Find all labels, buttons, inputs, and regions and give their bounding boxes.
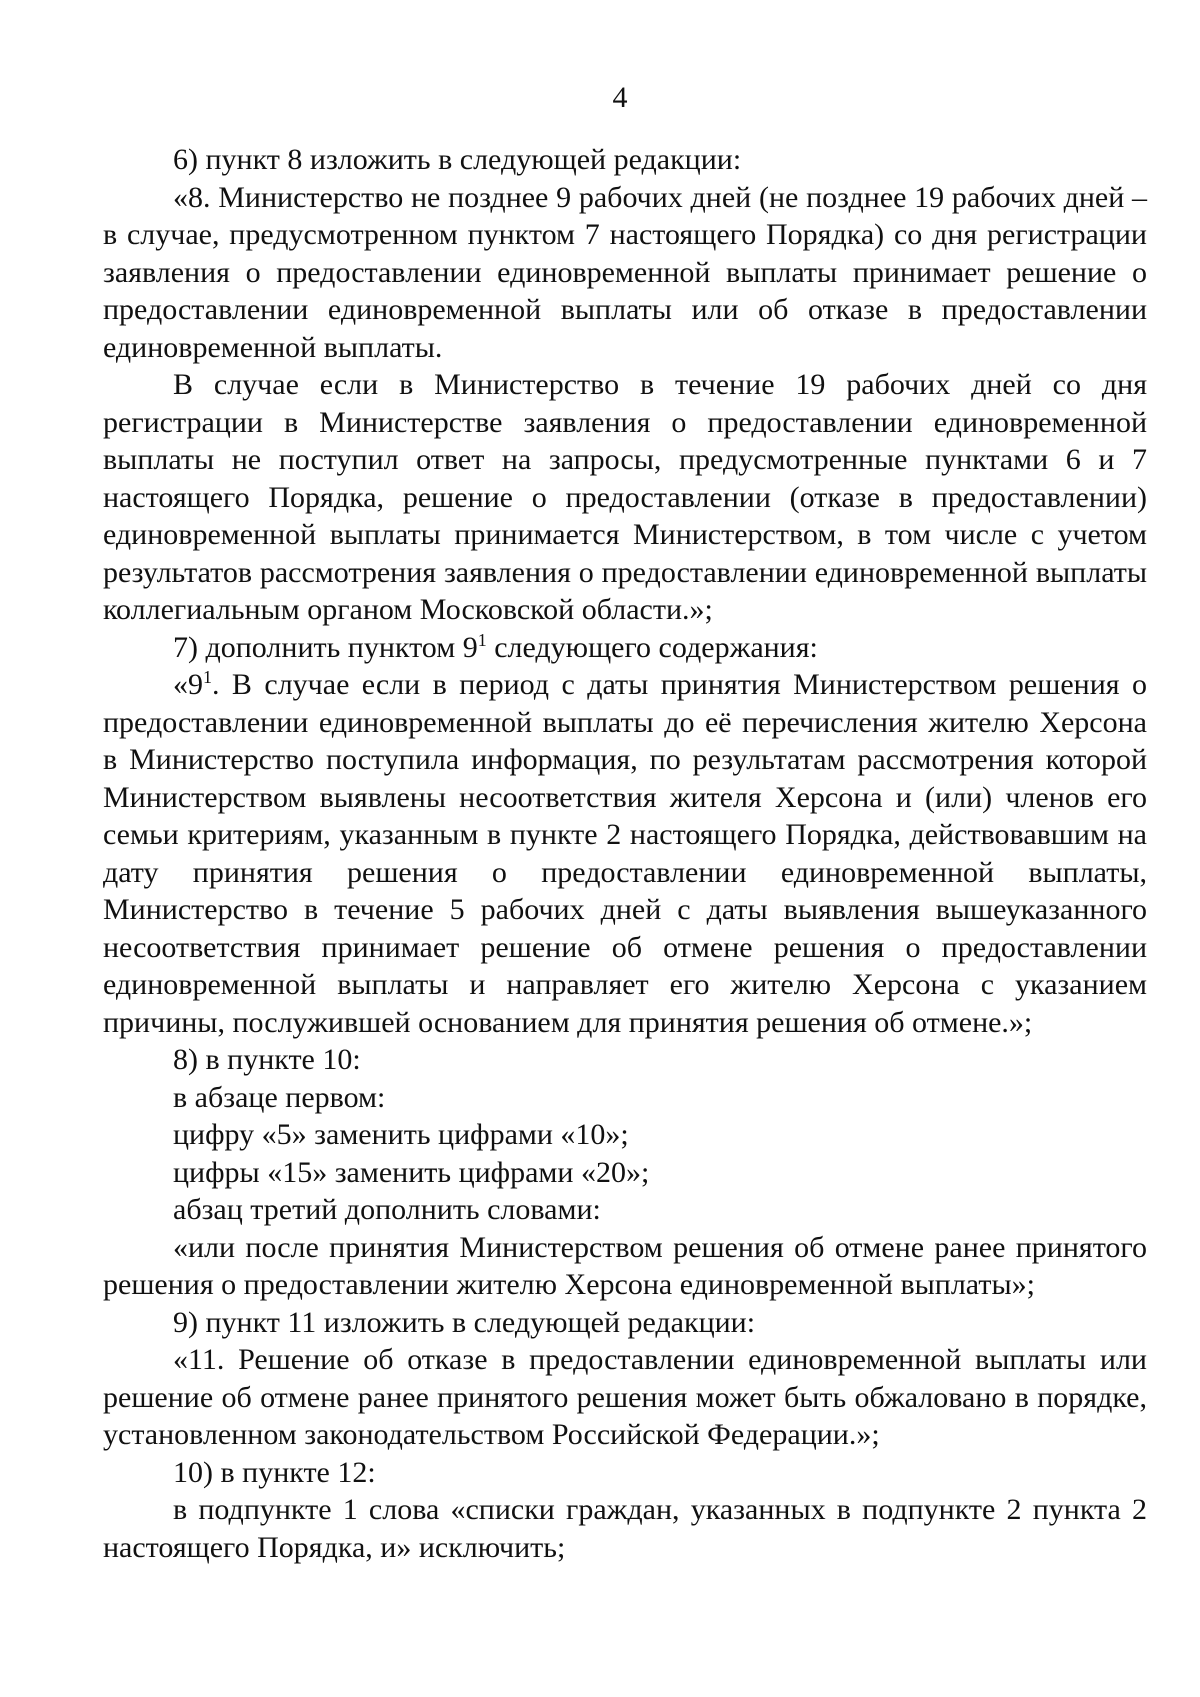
paragraph-subpoint-1: в подпункте 1 слова «списки граждан, указанных в подпункте 2 пункта 2 настоящего Порядка, и» исключить; <box>103 1493 1147 1564</box>
point-9-1-text-before: «9 <box>173 668 203 701</box>
paragraph-item-10: 10) в пункте 12: <box>173 1455 376 1489</box>
paragraph-point-8-text: «8. Министерство не позднее 9 рабочих дней (не позднее 19 рабочих дней – в случае, предусмотренном пунктом 7 настоящего Порядка) со дня регистрации заявления о предоставлении единовременной выплаты принимает решение о предоставлении единовременной выплаты или об отказе в предоставлении единовременной выплаты. <box>103 180 1147 364</box>
item-7-text-before: 7) дополнить пунктом 9 <box>173 630 478 664</box>
paragraph-replace-15: цифры «15» заменить цифрами «20»; <box>173 1155 650 1189</box>
point-9-1-superscript: 1 <box>203 667 212 687</box>
paragraph-point-9-1-text <box>103 666 1147 1041</box>
paragraph-point-8-second: В случае если в Министерство в течение 19 рабочих дней со дня регистрации в Министерстве заявления о предоставлении единовременной выплаты не поступил ответ на запросы, предусмотренные пунктами 6 и 7 настоящего Порядка, решение о предоставлении (отказе в предоставлении) единовременной выплаты принимается Министерством, в том числе с учетом результатов рассмотрения заявления о предоставлении единовременной выплаты коллегиальным органом Московской области.»; <box>103 368 1147 626</box>
paragraph-item-8: 8) в пункте 10: <box>173 1043 361 1076</box>
paragraph-item-7 <box>103 629 1147 667</box>
paragraph-item-6: 6) пункт 8 изложить в следующей редакции: <box>173 143 742 176</box>
paragraph-third-abzac: абзац третий дополнить словами: <box>173 1193 601 1226</box>
paragraph-added-words: «или после принятия Министерством решения об отмене ранее принятого решения о предоставлении жителю Херсона единовременной выплаты»; <box>103 1230 1147 1301</box>
paragraph-item-9: 9) пункт 11 изложить в следующей редакции: <box>173 1305 756 1339</box>
page-number: 4 <box>612 81 628 114</box>
item-7-superscript: 1 <box>477 629 487 650</box>
paragraph-replace-5: цифру «5» заменить цифрами «10»; <box>173 1118 629 1151</box>
item-7-text-after: следующего содержания: <box>486 630 818 664</box>
point-9-1-text-after: . В случае если в период с даты принятия Министерством решения о предоставлении единовременной выплаты до её перечисления жителю Херсона в Министерство поступила информация, по результатам рассмотрения которой Министерством выявлены несоответствия жителя Херсона и (или) членов его семьи критериям, указанным в пункте 2 настоящего Порядка, действовавшим на дату принятия решения о предоставлении единовременной выплаты, Министерство в течение 5 рабочих дней с даты выявления вышеуказанного несоответствия принимает решение об отмене решения о предоставлении единовременной выплаты и направляет его жителю Херсона с указанием причины, послужившей основанием для принятия решения об отмене.»; <box>103 668 1147 1039</box>
document-body <box>103 141 1147 1566</box>
paragraph-point-11-text: «11. Решение об отказе в предоставлении единовременной выплаты или решение об отмене ранее принятого решения может быть обжаловано в порядке, установленном законодательством Российской Федерации.»; <box>103 1343 1147 1451</box>
paragraph-first-abzac: в абзаце первом: <box>173 1080 386 1114</box>
